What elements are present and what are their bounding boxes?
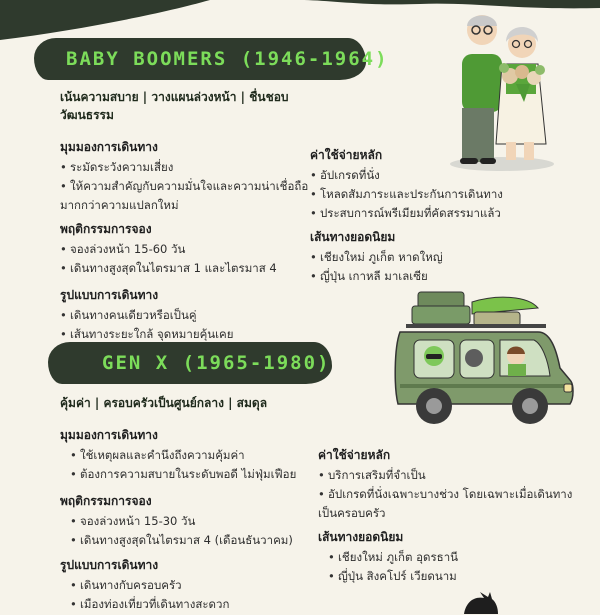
boomers-style (60, 286, 310, 344)
genx-spending-heading: ค่าใช้จ่ายหลัก (318, 448, 391, 462)
list-item: • เดินทางกับครอบครัว (70, 578, 182, 592)
boomers-spending-heading: ค่าใช้จ่ายหลัก (310, 148, 383, 162)
list-item: เป็นครอบครัว (318, 506, 386, 520)
list-item: • เชียงใหม่ ภูเก็ต อุดรธานี (328, 550, 459, 564)
boomers-routes (310, 228, 530, 286)
genx-tagline (60, 394, 320, 412)
list-item: • อัปเกรดที่นั่ง (310, 168, 380, 182)
list-item: • ประสบการณ์พรีเมียมที่คัดสรรมาแล้ว (310, 206, 501, 220)
boomers-routes-heading: เส้นทางยอดนิยม (310, 230, 396, 244)
list-item: • จองล่วงหน้า 15-30 วัน (70, 514, 196, 528)
list-item: มากกว่าความแปลกใหม่ (60, 198, 179, 212)
list-item: • เดินทางคนเดียวหรือเป็นคู่ (60, 308, 197, 322)
list-item: • บริการเสริมที่จำเป็น (318, 468, 426, 482)
list-item: • ให้ความสำคัญกับความมั่นใจและความน่าเชื่อถือ (60, 179, 309, 193)
genx-routes (318, 528, 580, 586)
list-item: • จองล่วงหน้า 15-60 วัน (60, 242, 186, 256)
list-item: • ญี่ปุ่น สิงคโปร์ เวียดนาม (328, 569, 457, 583)
list-item: • เชียงใหม่ ภูเก็ต หาดใหญ่ (310, 250, 443, 264)
list-item: • เส้นทางระยะใกล้ จุดหมายคุ้นเคย (60, 327, 234, 341)
genx-behavior-heading: พฤติกรรมการจอง (60, 494, 152, 508)
genx-style (60, 556, 320, 614)
genx-title: GEN X (1965-1980) (102, 352, 331, 374)
list-item: • ใช้เหตุผลและคำนึงถึงความคุ้มค่า (70, 448, 245, 462)
list-item: • โหลดสัมภาระและประกันการเดินทาง (310, 187, 503, 201)
boomers-style-heading: รูปแบบการเดินทาง (60, 288, 159, 302)
boomers-tagline-line1: เน้นความสบาย | วางแผนล่วงหน้า | ชื่นชอบ (60, 90, 289, 104)
genx-style-heading: รูปแบบการเดินทาง (60, 558, 159, 572)
genx-behavior (60, 492, 320, 550)
family-van-illustration (388, 288, 578, 440)
boomers-title: BABY BOOMERS (1946-1964) (66, 48, 389, 70)
list-item: • ระมัดระวังความเสี่ยง (60, 160, 174, 174)
list-item: • เดินทางสูงสุดในไตรมาส 4 (เดือนธันวาคม) (70, 533, 293, 547)
list-item: • อัปเกรดที่นั่งเฉพาะบางช่วง โดยเฉพาะเมื่อเดินทาง (318, 487, 573, 501)
list-item: • เดินทางสูงสุดในไตรมาส 1 และไตรมาส 4 (60, 261, 277, 275)
boomers-behavior-heading: พฤติกรรมการจอง (60, 222, 152, 236)
list-item: • ญี่ปุ่น เกาหลี มาเลเซีย (310, 269, 428, 283)
boomers-perspective-heading: มุมมองการเดินทาง (60, 140, 158, 154)
boomers-tagline-line2: วัฒนธรรม (60, 108, 114, 122)
genx-routes-heading: เส้นทางยอดนิยม (318, 530, 404, 544)
genx-tagline-line: คุ้มค่า | ครอบครัวเป็นศูนย์กลาง | สมดุล (60, 396, 268, 410)
list-item: • เมืองท่องเที่ยวที่เดินทางสะดวก (70, 597, 230, 611)
genx-perspective-heading: มุมมองการเดินทาง (60, 428, 158, 442)
elderly-couple-illustration (440, 4, 560, 172)
genx-spending (318, 446, 580, 523)
genx-perspective (60, 426, 320, 484)
boomers-behavior (60, 220, 310, 278)
list-item: • ต้องการความสบายในระดับพอดี ไม่ฟุ่มเฟือย (70, 467, 297, 481)
boomers-perspective (60, 138, 310, 215)
bird-illustration (460, 592, 500, 615)
boomers-tagline (60, 88, 320, 124)
